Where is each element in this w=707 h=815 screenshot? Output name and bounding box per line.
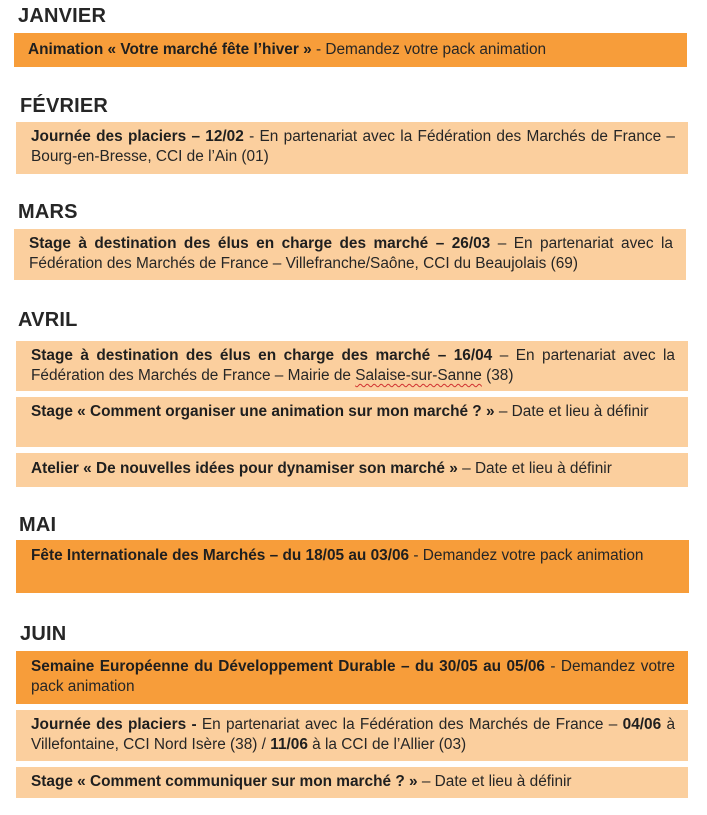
event-details: – Date et lieu à définir — [417, 773, 572, 790]
month-heading-janvier: JANVIER — [18, 5, 107, 27]
month-heading-juin: JUIN — [20, 623, 67, 645]
event-title: Journée des placiers – 12/02 — [31, 128, 244, 145]
event-title: Semaine Européenne du Développement Durable – du 30/05 au 05/06 — [31, 658, 545, 675]
event-title: Stage à destination des élus en charge des marché – 26/03 — [29, 235, 491, 252]
event-title: Stage à destination des élus en charge des marché – 16/04 — [31, 347, 493, 364]
event-avril-stage-elus — [16, 341, 688, 391]
event-date: 04/06 — [622, 716, 662, 733]
event-janvier-animation-hiver — [14, 33, 687, 67]
event-juin-stage-communiquer — [16, 767, 688, 798]
event-fevrier-journee-placiers — [16, 122, 688, 174]
event-details: - Demandez votre pack animation — [409, 547, 644, 564]
event-details: - Demandez votre pack animation — [31, 658, 675, 695]
event-details: – En partenariat avec la Fédération des Marchés de France – Mairie de — [31, 347, 675, 384]
event-details: – Date et lieu à définir — [457, 460, 612, 477]
event-title: Animation « Votre marché fête l’hiver » — [28, 41, 312, 58]
event-date: 11/06 — [270, 736, 308, 753]
event-details: - Demandez votre pack animation — [311, 41, 547, 58]
month-heading-fevrier: FÉVRIER — [20, 95, 109, 117]
event-place: Salaise-sur-Sanne — [355, 367, 482, 384]
event-details-end: (38) — [481, 367, 514, 384]
event-mars-stage-elus — [14, 229, 686, 280]
event-avril-atelier-idees — [16, 453, 688, 487]
event-details: à la CCI de l’Allier (03) — [307, 736, 467, 753]
event-title: Journée des placiers - — [31, 716, 197, 733]
event-juin-journee-placiers — [16, 710, 688, 761]
month-heading-mai: MAI — [19, 514, 57, 536]
event-details: En partenariat avec la Fédération des Marchés de France – — [196, 716, 623, 733]
event-title: Fête Internationale des Marchés – du 18/05 au 03/06 — [31, 547, 410, 564]
event-title: Stage « Comment organiser une animation sur mon marché ? » — [31, 403, 495, 420]
event-details: à Villefontaine, CCI Nord Isère (38) / — [31, 716, 676, 753]
month-heading-mars: MARS — [18, 201, 78, 223]
month-heading-avril: AVRIL — [18, 309, 78, 331]
event-title: Atelier « De nouvelles idées pour dynamiser son marché » — [31, 460, 458, 477]
event-details: – Date et lieu à définir — [494, 403, 649, 420]
event-juin-semaine-developpement-durable — [16, 651, 688, 704]
event-title: Stage « Comment communiquer sur mon marché ? » — [31, 773, 418, 790]
event-details: - En partenariat avec la Fédération des Marchés de France – Bourg-en-Bresse, CCI de l’Ain (01) — [31, 128, 675, 165]
event-avril-stage-animation — [16, 397, 688, 447]
event-details: – En partenariat avec la Fédération des Marchés de France – Villefranche/Saône, CCI du Beaujolais (69) — [29, 235, 673, 272]
event-mai-fete-marches — [16, 540, 689, 593]
